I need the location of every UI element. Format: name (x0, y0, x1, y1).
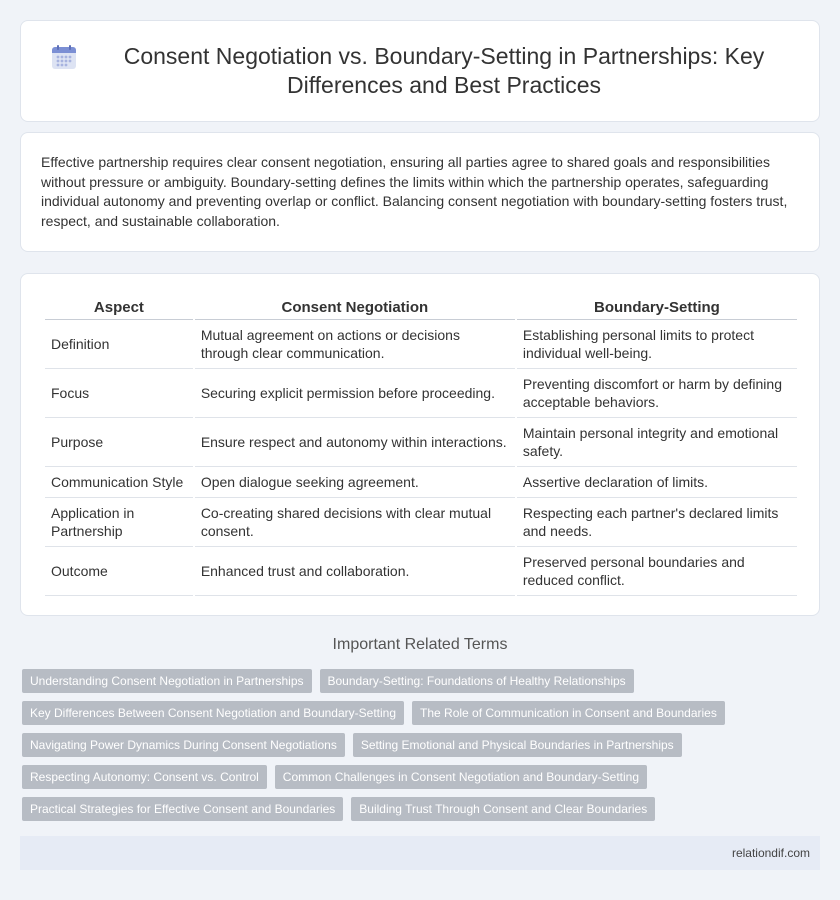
table-row (45, 498, 797, 547)
table-cell: Maintain personal integrity and emotional safety. (517, 418, 797, 467)
table-header-row (45, 296, 797, 320)
tag-row (22, 669, 812, 693)
table-cell: Preserved personal boundaries and reduced conflict. (517, 547, 797, 596)
related-terms-heading: Important Related Terms (332, 636, 508, 653)
related-term-tag[interactable]: Respecting Autonomy: Consent vs. Control (22, 765, 267, 789)
tag-row (22, 701, 812, 725)
table-row (45, 369, 797, 418)
table-row (45, 320, 797, 369)
table-cell: Ensure respect and autonomy within interactions. (195, 418, 515, 467)
table-cell: Preventing discomfort or harm by defining acceptable behaviors. (517, 369, 797, 418)
table-row (45, 418, 797, 467)
comparison-card (20, 273, 820, 616)
tag-row (22, 765, 812, 789)
related-term-tag[interactable]: Building Trust Through Consent and Clear Boundaries (351, 797, 655, 821)
related-term-tag[interactable]: Navigating Power Dynamics During Consent Negotiations (22, 733, 345, 757)
table-cell: Co-creating shared decisions with clear mutual consent. (195, 498, 515, 547)
tag-row (22, 797, 812, 821)
table-cell: Mutual agreement on actions or decisions through clear communication. (195, 320, 515, 369)
table-cell: Open dialogue seeking agreement. (195, 467, 515, 498)
related-term-tag[interactable]: Practical Strategies for Effective Consent and Boundaries (22, 797, 343, 821)
title-card (20, 20, 820, 122)
related-term-tag[interactable]: The Role of Communication in Consent and Boundaries (412, 701, 725, 725)
table-cell: Definition (45, 320, 193, 369)
table-cell: Assertive declaration of limits. (517, 467, 797, 498)
table-cell: Respecting each partner's declared limits and needs. (517, 498, 797, 547)
header-consent-negotiation: Consent Negotiation (195, 296, 515, 320)
footer (20, 836, 820, 870)
table-cell: Enhanced trust and collaboration. (195, 547, 515, 596)
related-term-tag[interactable]: Boundary-Setting: Foundations of Healthy Relationships (320, 669, 634, 693)
footer-site-link[interactable]: relationdif.com (731, 846, 810, 860)
comparison-table (43, 296, 799, 596)
table-cell: Establishing personal limits to protect individual well-being. (517, 320, 797, 369)
header-aspect: Aspect (45, 296, 193, 320)
table-row (45, 467, 797, 498)
table-cell: Focus (45, 369, 193, 418)
table-cell: Outcome (45, 547, 193, 596)
intro-paragraph: Effective partnership requires clear consent negotiation, ensuring all parties agree to shared goals and responsibilities without pressure or ambiguity. Boundary-setting defines the limits within which the partnership operates, safeguarding individual autonomy and preventing overlap or conflict. Balancing consent negotiation with boundary-setting fosters trust, respect, and sustainable collaboration. (41, 154, 788, 229)
related-term-tag[interactable]: Setting Emotional and Physical Boundaries in Partnerships (353, 733, 682, 757)
tag-row (22, 733, 812, 757)
calendar-icon (51, 44, 77, 70)
page-title: Consent Negotiation vs. Boundary-Setting in Partnerships: Key Differences and Best Practices (123, 43, 765, 98)
table-cell: Purpose (45, 418, 193, 467)
intro-card (20, 132, 820, 252)
table-row (45, 547, 797, 596)
related-term-tag[interactable]: Understanding Consent Negotiation in Partnerships (22, 669, 312, 693)
related-term-tag[interactable]: Key Differences Between Consent Negotiation and Boundary-Setting (22, 701, 404, 725)
table-cell: Securing explicit permission before proceeding. (195, 369, 515, 418)
header-boundary-setting: Boundary-Setting (517, 296, 797, 320)
related-terms-list (22, 669, 812, 829)
related-term-tag[interactable]: Common Challenges in Consent Negotiation and Boundary-Setting (275, 765, 647, 789)
table-cell: Application in Partnership (45, 498, 193, 547)
table-cell: Communication Style (45, 467, 193, 498)
